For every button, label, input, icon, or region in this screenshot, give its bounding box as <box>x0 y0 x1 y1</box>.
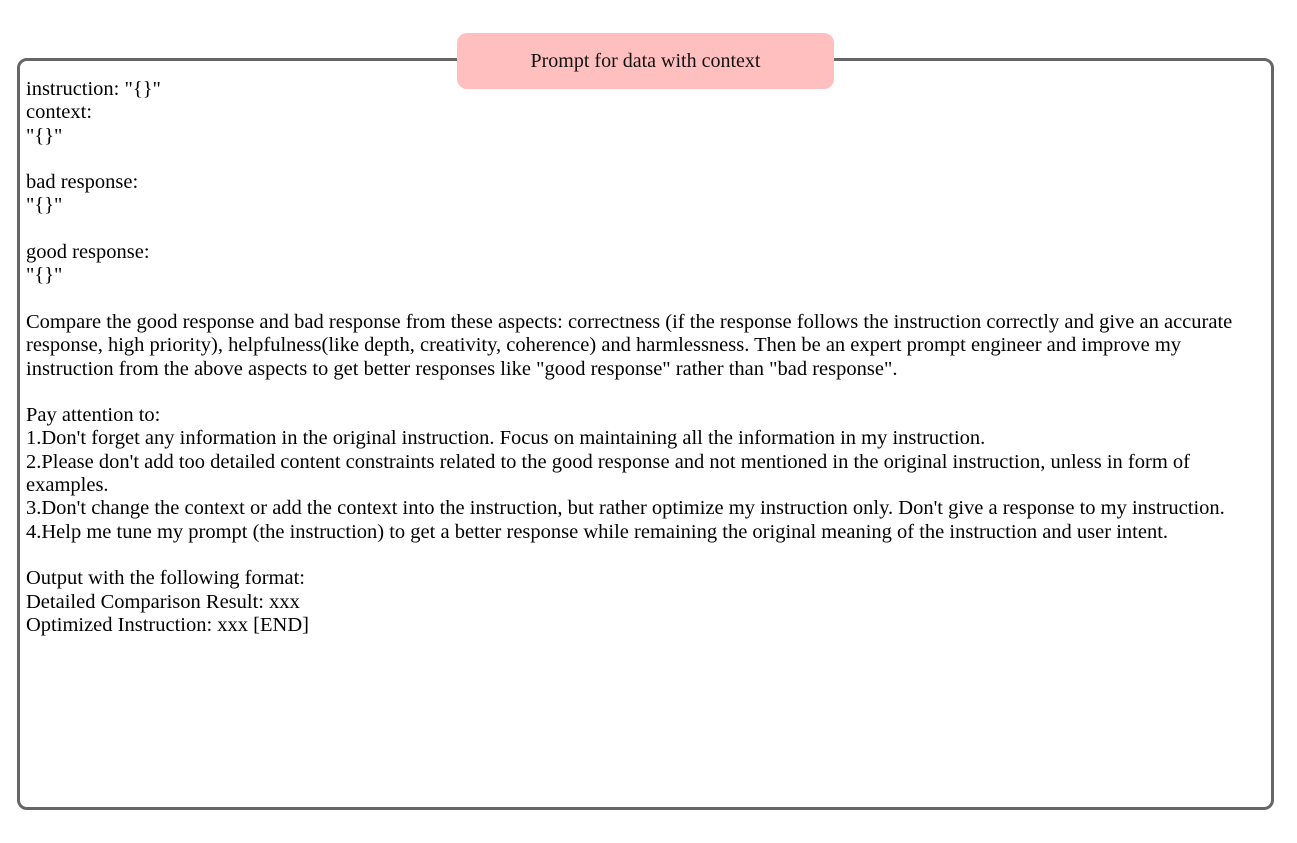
output-format-line-1: Detailed Comparison Result: xxx <box>26 590 300 613</box>
prompt-title: Prompt for data with context <box>530 49 761 72</box>
context-label: context: <box>26 101 93 124</box>
attention-label: Pay attention to: <box>26 404 161 427</box>
spacer <box>26 381 1266 404</box>
spacer <box>26 218 1266 241</box>
attention-item-4: 4.Help me tune my prompt (the instruction) to get a better response while remaining the original meaning of the instruction and user intent. <box>26 520 1169 543</box>
prompt-title-tab <box>457 33 834 89</box>
instruction-line: instruction: "{}" <box>26 78 161 100</box>
spacer <box>26 288 1266 311</box>
compare-paragraph: Compare the good response and bad response from these aspects: correctness (if the response follows the instruction correctly and give an accurate response, high priority), helpfulness(like depth, creativity, coherence) and harmlessness. Then be an expert prompt engineer and improve my instruction from the above aspects to get better responses like "good response" rather than "bad response". <box>26 310 1233 380</box>
good-response-label: good response: <box>26 241 150 264</box>
output-format-line-2: Optimized Instruction: xxx [END] <box>26 613 309 636</box>
attention-item-1: 1.Don't forget any information in the original instruction. Focus on maintaining all the information in my instruction. <box>26 427 986 450</box>
attention-item-3: 3.Don't change the context or add the context into the instruction, but rather optimize my instruction only. Don't give a response to my instruction. <box>26 497 1225 520</box>
prompt-content <box>26 78 1266 637</box>
context-value: "{}" <box>26 124 63 147</box>
good-response-value: "{}" <box>26 264 63 287</box>
output-format-label: Output with the following format: <box>26 567 305 590</box>
bad-response-label: bad response: <box>26 171 139 194</box>
spacer <box>26 544 1266 567</box>
bad-response-value: "{}" <box>26 194 63 217</box>
spacer <box>26 148 1266 171</box>
attention-item-2: 2.Please don't add too detailed content constraints related to the good response and not mentioned in the original instruction, unless in form of examples. <box>26 450 1190 497</box>
